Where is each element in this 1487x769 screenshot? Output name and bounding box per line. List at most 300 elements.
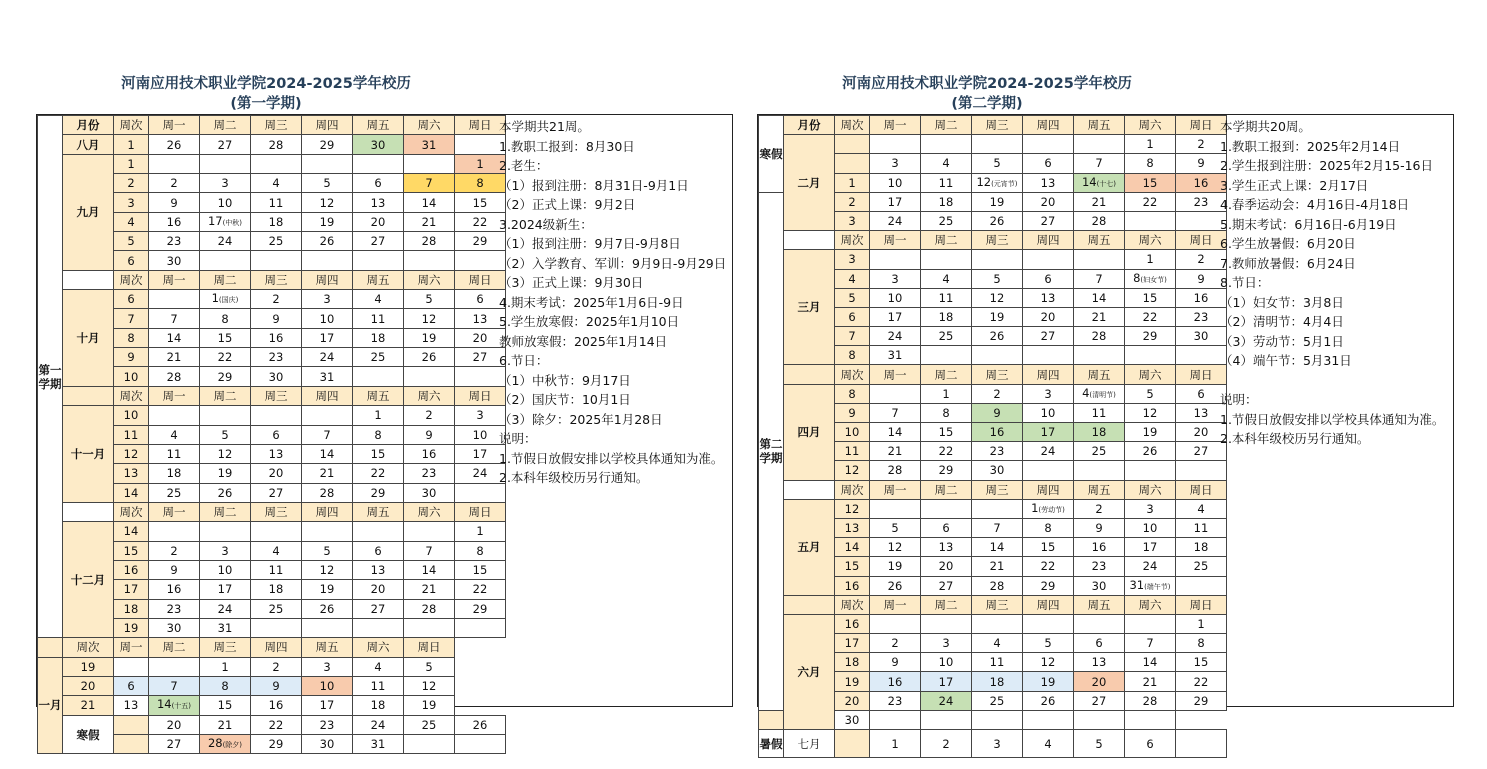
day-cell: 27 [251, 483, 302, 502]
week-number: 11 [835, 442, 870, 461]
day-cell: 24 [921, 691, 972, 710]
day-cell: 21 [404, 580, 455, 599]
note-line: （1）报到注册：8月31日-9月1日 [499, 177, 689, 193]
weekday-header: 周一 [149, 116, 200, 135]
day-cell [1023, 135, 1074, 154]
day-cell: 14 [1125, 653, 1176, 672]
day-cell: 28 [1074, 211, 1125, 230]
header-row [38, 116, 506, 135]
day-cell: 16 [870, 672, 921, 691]
day-cell: 24 [870, 211, 921, 230]
note-line: （1）妇女节：3月8日 [1220, 294, 1344, 310]
month-label [784, 231, 835, 250]
day-cell: 6 [1125, 730, 1176, 758]
weekday-header: 周一 [870, 480, 921, 499]
weekday-header: 周四 [251, 638, 302, 657]
day-cell [302, 618, 353, 637]
day-cell: 31 [353, 735, 404, 754]
weekday-header: 周二 [200, 116, 251, 135]
note-line: （1）中秋节：9月17日 [499, 372, 631, 388]
note-line: （3）除夕：2025年1月28日 [499, 411, 663, 427]
day-cell: 12 [1125, 403, 1176, 422]
header-row [759, 480, 1227, 499]
day-cell: 2 [1176, 135, 1227, 154]
day-cell: 7 [972, 518, 1023, 537]
day-cell: 2 [1176, 250, 1227, 269]
semester-1-subtitle: (第一学期) [230, 96, 302, 112]
day-cell: 6 [1023, 269, 1074, 288]
note-line: （2）正式上课：9月2日 [499, 197, 636, 212]
week-row [759, 135, 1227, 154]
note-line: 2.本科年级校历另行通知。 [499, 470, 649, 485]
note-line: （2）清明节：4月4日 [1220, 314, 1344, 329]
day-cell: 18 [921, 307, 972, 326]
day-cell: 17 [921, 672, 972, 691]
day-cell: 23 [972, 442, 1023, 461]
day-cell: 23 [149, 599, 200, 618]
day-cell [302, 251, 353, 270]
note-line [1220, 371, 1454, 391]
day-cell: 15 [1125, 173, 1176, 192]
day-cell [1125, 211, 1176, 230]
day-cell: 25 [404, 715, 455, 734]
weekday-header: 周一 [870, 231, 921, 250]
weekday-header: 周六 [404, 270, 455, 289]
day-cell: 2 [251, 290, 302, 309]
header-row [38, 270, 506, 289]
day-cell [1023, 614, 1074, 633]
week-number: 1 [835, 173, 870, 192]
day-cell [1176, 211, 1227, 230]
semester-1-calendar-frame [36, 114, 733, 752]
day-cell [1023, 250, 1074, 269]
week-row [38, 696, 506, 715]
day-cell: 3 [1125, 499, 1176, 518]
day-cell: 24 [200, 599, 251, 618]
day-cell [972, 250, 1023, 269]
day-cell: 5 [972, 269, 1023, 288]
day-cell: 9 [870, 653, 921, 672]
week-number: 5 [835, 288, 870, 307]
day-cell: 16 [251, 328, 302, 347]
day-cell: 21 [149, 348, 200, 367]
weekday-header: 周三 [251, 270, 302, 289]
day-cell: 14 [404, 560, 455, 579]
day-cell: 27 [1176, 442, 1227, 461]
weekday-header: 周日 [455, 386, 506, 405]
day-cell: 1 [455, 154, 506, 173]
day-cell [972, 614, 1023, 633]
day-cell: 25 [1074, 442, 1125, 461]
day-cell: 10 [302, 676, 353, 695]
header-row [759, 595, 1227, 614]
week-number: 8 [835, 346, 870, 365]
day-cell: 7 [1125, 634, 1176, 653]
day-cell: 9 [1074, 518, 1125, 537]
day-cell: 4 [921, 269, 972, 288]
day-cell: 7 [1074, 154, 1125, 173]
day-cell: 12 [972, 288, 1023, 307]
weekday-header: 周二 [921, 595, 972, 614]
week-header: 周次 [114, 502, 149, 521]
day-cell: 27 [200, 135, 251, 154]
day-cell: 17 [302, 696, 353, 715]
day-cell: 5 [404, 657, 455, 676]
weekday-header: 周三 [972, 365, 1023, 384]
day-cell: 23 [1176, 307, 1227, 326]
day-cell: 18 [251, 212, 302, 231]
note-line: 5.学生放寒假：2025年1月10日 [499, 314, 680, 329]
note-line: 说明： [1220, 392, 1258, 407]
note-line: （2）入学教育、军训：9月9日-9月29日 [499, 255, 727, 271]
day-cell [1074, 710, 1125, 729]
semester-2-calendar-frame [757, 114, 1454, 751]
weekday-header: 周二 [200, 502, 251, 521]
day-cell: 22 [251, 715, 302, 734]
day-cell: 13 [1074, 653, 1125, 672]
day-cell: 19 [200, 464, 251, 483]
day-cell: 24 [200, 232, 251, 251]
week-number: 16 [114, 560, 149, 579]
weekday-header: 周六 [1125, 116, 1176, 135]
note-line: 7.教师放暑假：6月24日 [1220, 255, 1356, 271]
weekday-header: 周日 [1176, 480, 1227, 499]
week-number: 15 [114, 541, 149, 560]
day-cell [114, 657, 149, 676]
day-cell: 19 [302, 580, 353, 599]
day-cell: 27 [921, 576, 972, 595]
day-cell: 29 [1023, 576, 1074, 595]
day-cell: 27 [455, 348, 506, 367]
day-cell: 4 [1176, 499, 1227, 518]
day-cell: 21 [870, 442, 921, 461]
day-cell: 25 [1176, 557, 1227, 576]
day-cell: 22 [921, 442, 972, 461]
day-cell: 20 [1023, 307, 1074, 326]
note-line: （2）国庆节：10月1日 [499, 392, 631, 407]
day-cell: 21 [1125, 672, 1176, 691]
week-number: 10 [835, 423, 870, 442]
day-cell: 2 [149, 541, 200, 560]
day-cell [921, 346, 972, 365]
day-cell: 15 [1125, 288, 1176, 307]
week-number: 3 [835, 211, 870, 230]
day-cell: 15 [200, 696, 251, 715]
day-cell: 28 [404, 599, 455, 618]
week-number: 7 [114, 309, 149, 328]
day-cell: 23 [251, 348, 302, 367]
day-cell: 26 [1023, 691, 1074, 710]
day-cell: 9 [251, 676, 302, 695]
day-cell: 11 [1176, 518, 1227, 537]
weekday-header: 周一 [870, 595, 921, 614]
day-cell: 13 [1176, 403, 1227, 422]
day-cell: 11 [972, 653, 1023, 672]
day-cell: 25 [251, 599, 302, 618]
header-row [38, 386, 506, 405]
day-cell: 22 [1176, 672, 1227, 691]
day-cell: 6 [455, 290, 506, 309]
day-cell [1125, 461, 1176, 480]
day-cell: 10 [1023, 403, 1074, 422]
day-cell [302, 406, 353, 425]
week-row [38, 154, 506, 173]
holiday-annotation: (妇女节) [1140, 275, 1167, 284]
day-cell [972, 135, 1023, 154]
day-cell: 13 [1023, 288, 1074, 307]
note-line: 1.教职工报到：2025年2月14日 [1220, 138, 1401, 154]
day-cell: 8(妇女节) [1125, 269, 1176, 288]
weekday-header: 周六 [1125, 231, 1176, 250]
day-cell: 16 [149, 212, 200, 231]
day-cell: 31 [404, 135, 455, 154]
week-row [38, 290, 506, 309]
day-cell: 4 [149, 425, 200, 444]
weekday-header: 周五 [1074, 480, 1125, 499]
week-row [38, 135, 506, 154]
week-number: 8 [114, 328, 149, 347]
day-cell: 29 [1176, 691, 1227, 710]
day-cell: 19 [972, 192, 1023, 211]
week-number [835, 135, 870, 154]
weekday-header: 周二 [149, 638, 200, 657]
day-cell: 8 [455, 174, 506, 193]
day-cell [353, 522, 404, 541]
week-header: 周次 [835, 231, 870, 250]
day-cell: 8 [200, 676, 251, 695]
day-cell: 30 [835, 710, 870, 729]
month-label: 二月 [784, 135, 835, 231]
day-cell: 17(中秋) [200, 212, 251, 231]
day-cell: 4 [353, 290, 404, 309]
day-cell: 26 [302, 599, 353, 618]
day-cell: 3 [1023, 384, 1074, 403]
weekday-header: 周四 [302, 116, 353, 135]
day-cell: 24 [1125, 557, 1176, 576]
day-cell: 28 [149, 367, 200, 386]
day-cell: 10 [921, 653, 972, 672]
day-cell: 16 [251, 696, 302, 715]
side-label: 暑假 [759, 736, 783, 751]
week-row [38, 406, 506, 425]
day-cell [200, 522, 251, 541]
day-cell: 12 [404, 676, 455, 695]
day-cell: 10 [870, 173, 921, 192]
day-cell: 28 [972, 576, 1023, 595]
day-cell: 28 [1074, 327, 1125, 346]
day-cell [455, 135, 506, 154]
side-label: 第二学期 [759, 437, 783, 466]
month-label: 九月 [63, 154, 114, 270]
week-header: 周次 [63, 638, 114, 657]
day-cell: 27 [353, 599, 404, 618]
month-label [784, 595, 835, 614]
week-row [759, 499, 1227, 518]
week-row [759, 730, 1227, 758]
day-cell [251, 522, 302, 541]
day-cell: 19 [1125, 423, 1176, 442]
weekday-header: 周五 [353, 116, 404, 135]
weekday-header: 周四 [1023, 480, 1074, 499]
day-cell: 8 [1176, 634, 1227, 653]
day-cell: 6 [114, 676, 149, 695]
semester-1-calendar-table [37, 115, 506, 754]
summer-side-label [759, 730, 784, 758]
day-cell: 3 [302, 290, 353, 309]
day-cell: 25 [972, 691, 1023, 710]
day-cell: 17 [870, 307, 921, 326]
day-cell: 4 [353, 657, 404, 676]
day-cell: 14 [870, 423, 921, 442]
week-number: 14 [835, 538, 870, 557]
day-cell: 4 [251, 541, 302, 560]
month-label: 八月 [63, 135, 114, 154]
note-line: 4.期末考试：2025年1月6日-9日 [499, 294, 684, 310]
day-cell [1176, 461, 1227, 480]
header-row [759, 116, 1227, 135]
week-number: 9 [835, 403, 870, 422]
week-row [759, 614, 1227, 633]
day-cell: 7 [404, 541, 455, 560]
day-cell: 21 [404, 212, 455, 231]
week-row [38, 715, 506, 734]
day-cell: 27 [353, 232, 404, 251]
header-row [38, 502, 506, 521]
day-cell: 29 [1125, 327, 1176, 346]
day-cell [1023, 710, 1074, 729]
day-cell: 4(清明节) [1074, 384, 1125, 403]
month-label: 一月 [38, 657, 63, 754]
week-row [38, 522, 506, 541]
day-cell: 30 [972, 461, 1023, 480]
day-cell: 20 [1176, 423, 1227, 442]
day-cell: 24 [1023, 442, 1074, 461]
semester-2-notes [1220, 117, 1454, 449]
weekday-header: 周日 [1176, 365, 1227, 384]
day-cell: 5 [972, 154, 1023, 173]
week-number: 16 [835, 576, 870, 595]
month-header: 月份 [784, 116, 835, 135]
day-cell: 8 [353, 425, 404, 444]
day-cell: 16 [972, 423, 1023, 442]
day-cell: 15 [921, 423, 972, 442]
weekday-header: 周三 [972, 231, 1023, 250]
day-cell: 22 [1023, 557, 1074, 576]
day-cell [404, 735, 455, 754]
week-row [759, 250, 1227, 269]
week-number: 6 [835, 307, 870, 326]
day-cell: 30 [1176, 327, 1227, 346]
day-cell [149, 406, 200, 425]
day-cell: 3 [921, 634, 972, 653]
week-number: 6 [114, 251, 149, 270]
day-cell [870, 499, 921, 518]
day-cell: 17 [455, 444, 506, 463]
day-cell: 3 [200, 541, 251, 560]
day-cell: 29 [200, 367, 251, 386]
day-cell: 25 [251, 232, 302, 251]
day-cell [404, 367, 455, 386]
day-cell: 28 [251, 135, 302, 154]
day-cell: 3 [455, 406, 506, 425]
weekday-header: 周三 [251, 116, 302, 135]
weekday-header: 周六 [353, 638, 404, 657]
semester-2-panel [757, 74, 1455, 751]
holiday-annotation: (国庆) [218, 296, 239, 305]
week-number: 12 [114, 444, 149, 463]
day-cell: 22 [353, 464, 404, 483]
day-cell: 1 [1125, 135, 1176, 154]
day-cell: 29 [302, 135, 353, 154]
day-cell [251, 251, 302, 270]
day-cell: 29 [353, 483, 404, 502]
day-cell: 21 [972, 557, 1023, 576]
day-cell: 9 [972, 403, 1023, 422]
day-cell: 12 [1023, 653, 1074, 672]
day-cell: 10 [1125, 518, 1176, 537]
header-row [759, 231, 1227, 250]
day-cell: 29 [251, 735, 302, 754]
week-number [835, 154, 870, 173]
weekday-header: 周一 [149, 386, 200, 405]
week-number: 14 [114, 483, 149, 502]
day-cell: 9 [149, 560, 200, 579]
day-cell: 12 [870, 538, 921, 557]
day-cell: 17 [1023, 423, 1074, 442]
day-cell: 12 [404, 309, 455, 328]
weekday-header: 周四 [302, 386, 353, 405]
day-cell: 27 [1023, 327, 1074, 346]
weekday-header: 周日 [455, 270, 506, 289]
week-row [38, 676, 506, 695]
semester-2-side-label [759, 192, 784, 710]
weekday-header: 周五 [1074, 365, 1125, 384]
week-number: 18 [114, 599, 149, 618]
day-cell: 22 [455, 212, 506, 231]
day-cell: 2 [972, 384, 1023, 403]
day-cell: 9 [404, 425, 455, 444]
day-cell: 6 [1023, 154, 1074, 173]
day-cell: 17 [1125, 538, 1176, 557]
day-cell [353, 251, 404, 270]
day-cell [149, 154, 200, 173]
side-label: 第一学期 [38, 362, 62, 391]
day-cell: 8 [1125, 154, 1176, 173]
day-cell: 13 [353, 193, 404, 212]
note-line: 说明： [499, 431, 537, 446]
note-line: （4）端午节：5月31日 [1220, 353, 1352, 368]
day-cell: 7 [149, 309, 200, 328]
weekday-header: 周二 [921, 480, 972, 499]
holiday-annotation: (元宵节) [991, 179, 1018, 188]
weekday-header: 周五 [1074, 116, 1125, 135]
day-cell: 6 [251, 425, 302, 444]
week-header: 周次 [114, 270, 149, 289]
holiday-annotation: (十七) [1096, 179, 1117, 188]
day-cell [353, 154, 404, 173]
weekday-header: 周六 [1125, 365, 1176, 384]
semester-2-subtitle: (第二学期) [951, 96, 1023, 112]
week-number: 2 [835, 192, 870, 211]
day-cell [455, 618, 506, 637]
day-cell: 26 [870, 576, 921, 595]
day-cell: 28(除夕) [200, 735, 251, 754]
day-cell: 16 [1074, 538, 1125, 557]
day-cell: 25 [921, 327, 972, 346]
week-number: 4 [114, 212, 149, 231]
day-cell: 26 [200, 483, 251, 502]
day-cell: 26 [149, 135, 200, 154]
